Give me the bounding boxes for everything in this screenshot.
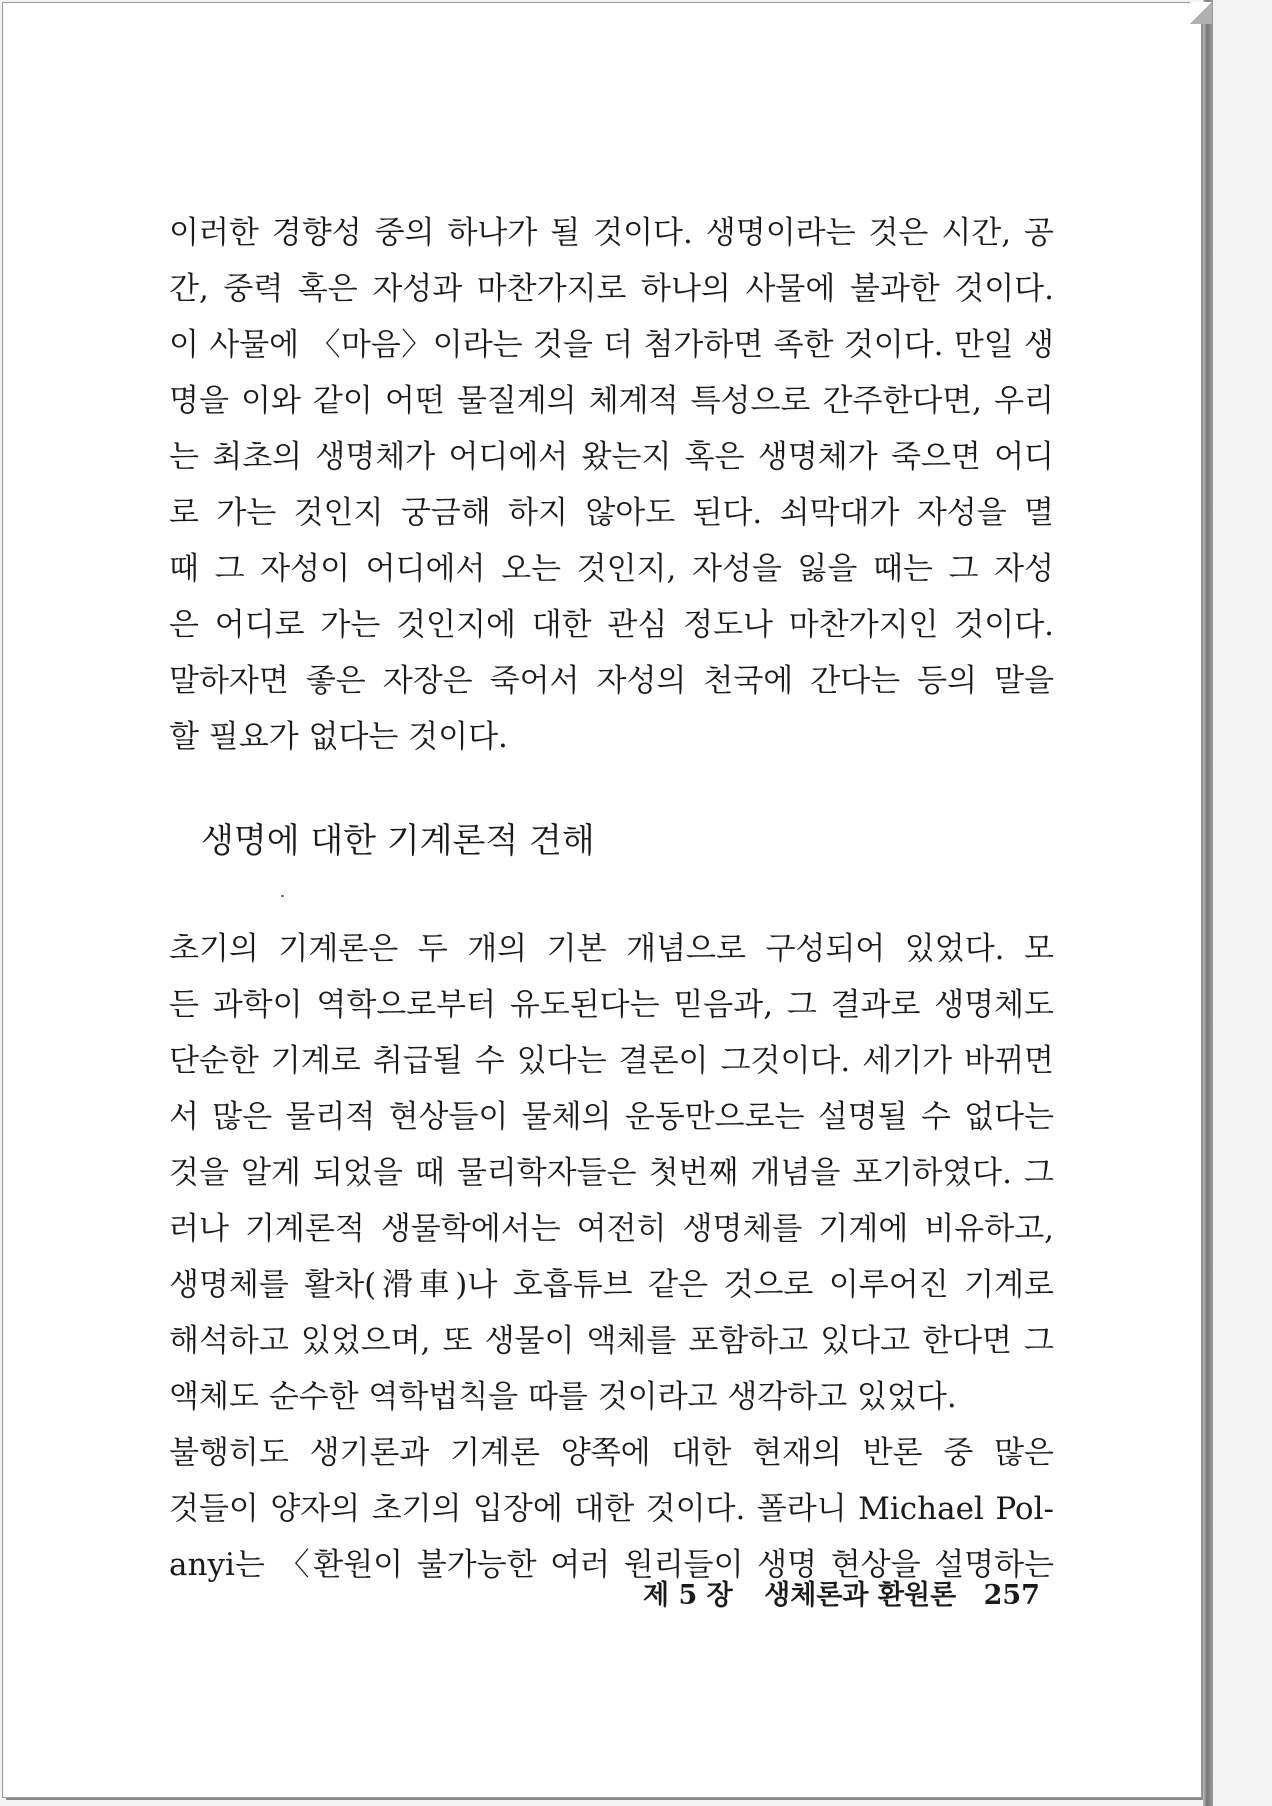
text-line: 때 그 자성이 어디에서 오는 것인지, 자성을 잃을 때는 그 자성: [169, 551, 1054, 587]
paragraph-mechanism: [169, 921, 1054, 1593]
text-line: 러나 기계론적 생물학에서는 여전히 생명체를 기계에 비유하고,: [169, 1211, 1054, 1247]
page-edge: [1203, 0, 1213, 1806]
text-line: 단순한 기계로 취급될 수 있다는 결론이 그것이다. 세기가 바뀌면: [169, 1043, 1054, 1079]
text-line: 불행히도 생기론과 기계론 양쪽에 대한 현재의 반론 중 많은: [169, 1435, 1054, 1471]
text-line: 이 사물에 〈마음〉이라는 것을 더 첨가하면 족한 것이다. 만일 생: [169, 327, 1054, 363]
page-corner-fold: [1190, 2, 1212, 24]
text-line: 이러한 경향성 중의 하나가 될 것이다. 생명이라는 것은 시간, 공: [169, 215, 1054, 251]
text-line: 명을 이와 같이 어떤 물질계의 체계적 특성으로 간주한다면, 우리: [169, 383, 1054, 419]
section-heading: 생명에 대한 기계론적 견해: [201, 821, 595, 861]
paragraph-continued: [169, 205, 1054, 765]
text-line: 것들이 양자의 초기의 입장에 대한 것이다. 폴라니 Michael Pol-: [169, 1491, 1054, 1527]
text-line: 로 가는 것인지 궁금해 하지 않아도 된다. 쇠막대가 자성을 멸: [169, 495, 1054, 531]
text-line: 할 필요가 없다는 것이다.: [169, 719, 508, 755]
text-line: 것을 알게 되었을 때 물리학자들은 첫번째 개념을 포기하였다. 그: [169, 1155, 1054, 1191]
text-line: 든 과학이 역학으로부터 유도된다는 믿음과, 그 결과로 생명체도: [169, 987, 1054, 1023]
text-line: anyi는 〈환원이 불가능한 여러 원리들이 생명 현상을 설명하는: [169, 1547, 1054, 1583]
text-line: 초기의 기계론은 두 개의 기본 개념으로 구성되어 있었다. 모: [169, 931, 1054, 967]
text-line: 해석하고 있었으며, 또 생물이 액체를 포함하고 있다고 한다면 그: [169, 1323, 1054, 1359]
text-line: 간, 중력 혹은 자성과 마찬가지로 하나의 사물에 불과한 것이다.: [169, 271, 1054, 307]
text-line: 서 많은 물리적 현상들이 물체의 운동만으로는 설명될 수 없다는: [169, 1099, 1054, 1135]
running-footer: [643, 1576, 1040, 1616]
text-line: 는 최초의 생명체가 어디에서 왔는지 혹은 생명체가 죽으면 어디: [169, 439, 1054, 475]
page-number: 257: [983, 1580, 1040, 1611]
footer-title: 생체론과 환원론: [764, 1580, 957, 1611]
book-page: [2, 2, 1202, 1798]
text-line: 은 어디로 가는 것인지에 대한 관심 정도나 마찬가지인 것이다.: [169, 607, 1054, 643]
scan-speck: [281, 895, 284, 897]
text-line: 생명체를 활차(滑車)나 호흡튜브 같은 것으로 이루어진 기계로: [169, 1267, 1054, 1303]
footer-chapter: 제 5 장: [643, 1580, 733, 1611]
text-line: 말하자면 좋은 자장은 죽어서 자성의 천국에 간다는 등의 말을: [169, 663, 1054, 699]
text-line: 액체도 순수한 역학법칙을 따를 것이라고 생각하고 있었다.: [169, 1379, 957, 1415]
